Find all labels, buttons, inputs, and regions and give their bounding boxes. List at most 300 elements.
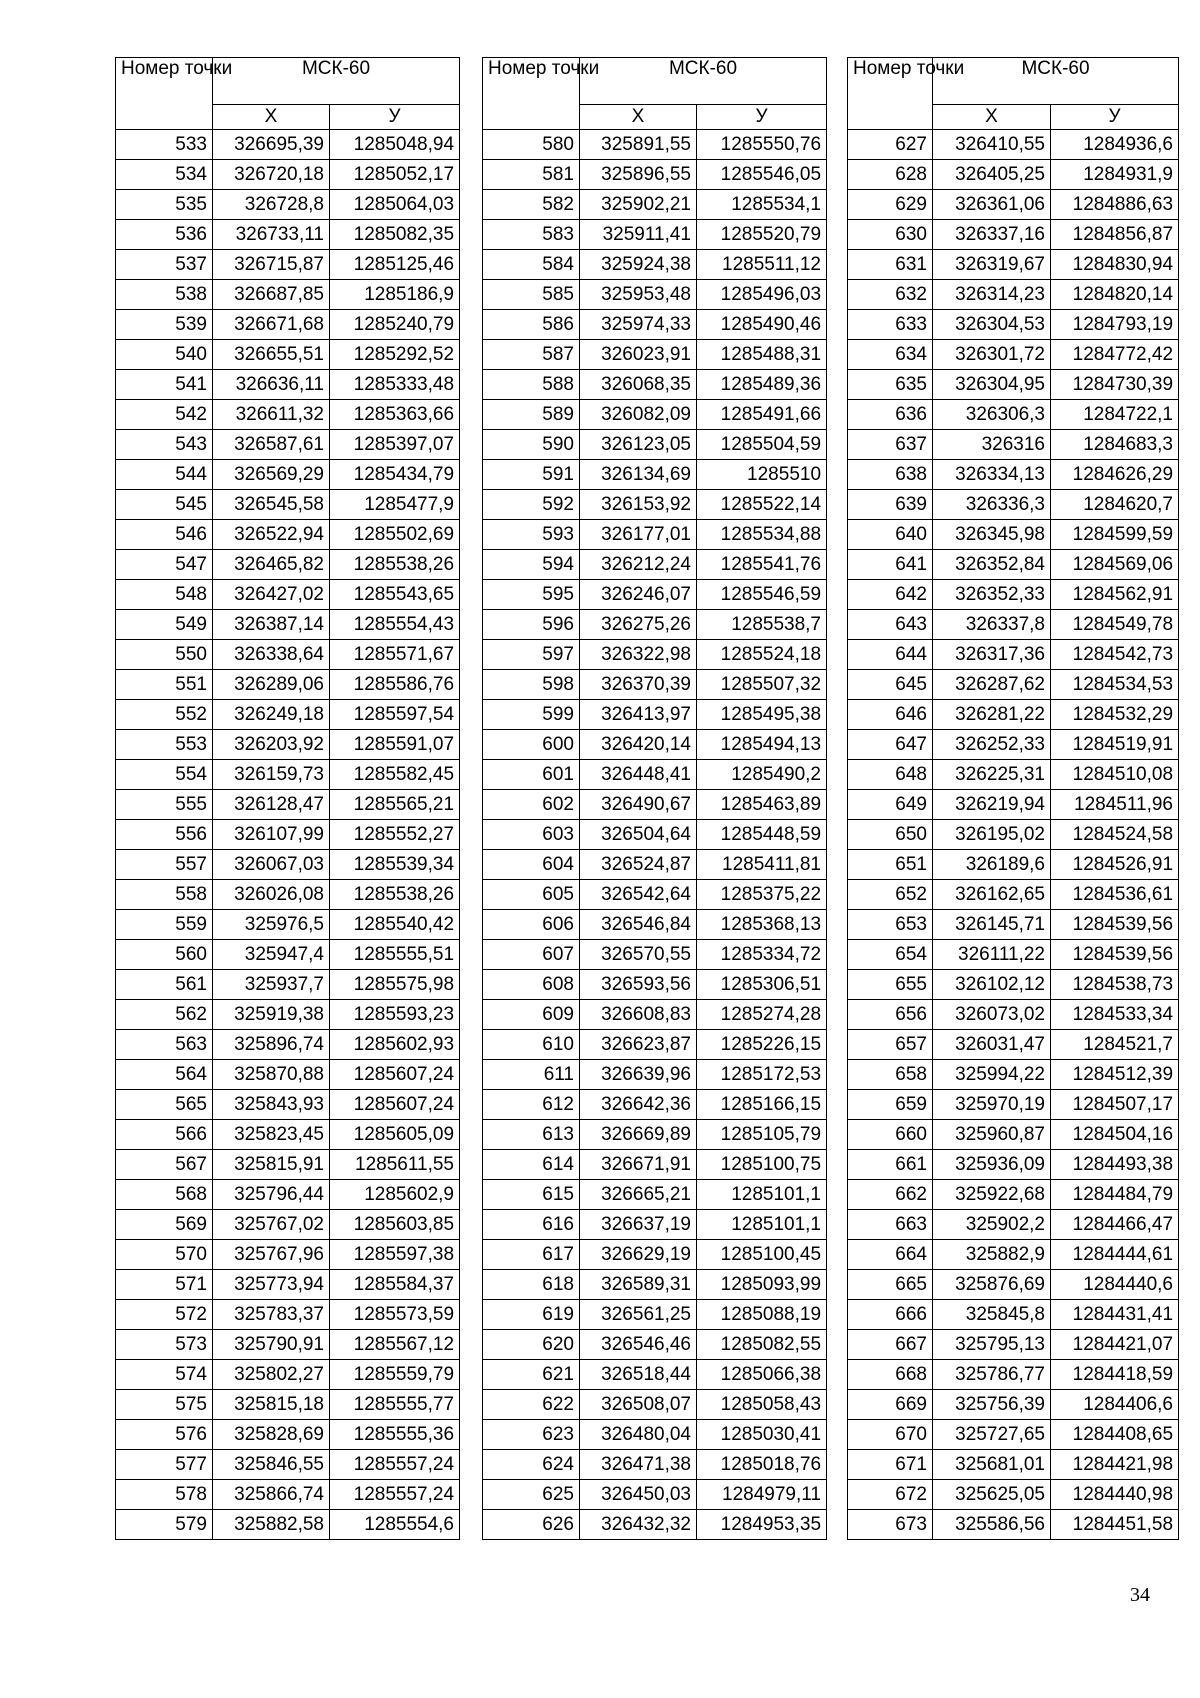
x-coordinate-cell: 326162,65 xyxy=(933,880,1051,910)
x-coordinate-cell: 326561,25 xyxy=(580,1300,697,1330)
y-coordinate-cell: 1284722,1 xyxy=(1051,400,1179,430)
y-coordinate-cell: 1284730,39 xyxy=(1051,370,1179,400)
table-row xyxy=(848,460,1179,490)
point-number-cell: 620 xyxy=(483,1330,580,1360)
table-row xyxy=(848,1390,1179,1420)
table-row xyxy=(848,1150,1179,1180)
x-coordinate-cell: 325936,09 xyxy=(933,1150,1051,1180)
table-row xyxy=(483,1060,827,1090)
y-coordinate-cell: 1284466,47 xyxy=(1051,1210,1179,1240)
point-number-cell: 567 xyxy=(116,1150,213,1180)
y-coordinate-cell: 1284620,7 xyxy=(1051,490,1179,520)
y-coordinate-cell: 1285100,45 xyxy=(697,1240,827,1270)
point-number-cell: 624 xyxy=(483,1450,580,1480)
point-number-cell: 539 xyxy=(116,310,213,340)
y-coordinate-cell: 1285030,41 xyxy=(697,1420,827,1450)
x-coordinate-cell: 326465,82 xyxy=(213,550,330,580)
y-coordinate-cell: 1285511,12 xyxy=(697,250,827,280)
y-coordinate-cell: 1284440,98 xyxy=(1051,1480,1179,1510)
y-coordinate-cell: 1285593,23 xyxy=(330,1000,460,1030)
table-row xyxy=(483,670,827,700)
table-row xyxy=(116,640,460,670)
x-coordinate-cell: 325586,56 xyxy=(933,1510,1051,1540)
point-number-cell: 642 xyxy=(848,580,933,610)
y-coordinate-cell: 1284886,63 xyxy=(1051,190,1179,220)
point-number-cell: 546 xyxy=(116,520,213,550)
point-number-cell: 626 xyxy=(483,1510,580,1540)
point-number-cell: 666 xyxy=(848,1300,933,1330)
table-row xyxy=(848,1300,1179,1330)
point-number-cell: 540 xyxy=(116,340,213,370)
y-coordinate-cell: 1284793,19 xyxy=(1051,310,1179,340)
table-row xyxy=(483,1450,827,1480)
y-coordinate-cell: 1285611,55 xyxy=(330,1150,460,1180)
x-coordinate-cell: 325902,2 xyxy=(933,1210,1051,1240)
table-row xyxy=(483,340,827,370)
table-row xyxy=(483,730,827,760)
point-number-cell: 645 xyxy=(848,670,933,700)
x-coordinate-cell: 326304,95 xyxy=(933,370,1051,400)
y-coordinate-cell: 1285538,26 xyxy=(330,880,460,910)
table-row xyxy=(848,910,1179,940)
y-coordinate-cell: 1284507,17 xyxy=(1051,1090,1179,1120)
table-row xyxy=(483,370,827,400)
x-coordinate-cell: 326337,8 xyxy=(933,610,1051,640)
y-coordinate-cell: 1285292,52 xyxy=(330,340,460,370)
table-row xyxy=(116,370,460,400)
table-row xyxy=(483,220,827,250)
y-coordinate-cell: 1285334,72 xyxy=(697,940,827,970)
y-coordinate-cell: 1285434,79 xyxy=(330,460,460,490)
point-number-cell: 571 xyxy=(116,1270,213,1300)
point-number-cell: 535 xyxy=(116,190,213,220)
table-row xyxy=(483,280,827,310)
x-coordinate-cell: 326522,94 xyxy=(213,520,330,550)
x-coordinate-cell: 326361,06 xyxy=(933,190,1051,220)
y-coordinate-cell: 1285607,24 xyxy=(330,1060,460,1090)
y-coordinate-cell: 1284856,87 xyxy=(1051,220,1179,250)
table-row xyxy=(848,940,1179,970)
y-coordinate-cell: 1284444,61 xyxy=(1051,1240,1179,1270)
y-coordinate-cell: 1285064,03 xyxy=(330,190,460,220)
x-coordinate-cell: 325960,87 xyxy=(933,1120,1051,1150)
table-row xyxy=(116,1330,460,1360)
point-number-cell: 661 xyxy=(848,1150,933,1180)
table-row xyxy=(116,580,460,610)
x-coordinate-cell: 326733,11 xyxy=(213,220,330,250)
table-row xyxy=(848,1240,1179,1270)
table-row xyxy=(116,340,460,370)
y-coordinate-cell: 1284569,06 xyxy=(1051,550,1179,580)
y-coordinate-cell: 1285368,13 xyxy=(697,910,827,940)
x-coordinate-cell: 326636,11 xyxy=(213,370,330,400)
x-coordinate-cell: 326306,3 xyxy=(933,400,1051,430)
point-number-cell: 583 xyxy=(483,220,580,250)
y-coordinate-cell: 1285172,53 xyxy=(697,1060,827,1090)
point-number-cell: 588 xyxy=(483,370,580,400)
table-row xyxy=(483,640,827,670)
point-number-cell: 672 xyxy=(848,1480,933,1510)
x-coordinate-cell: 326524,87 xyxy=(580,850,697,880)
x-coordinate-cell: 325790,91 xyxy=(213,1330,330,1360)
table-row xyxy=(848,1330,1179,1360)
y-coordinate-cell: 1284830,94 xyxy=(1051,250,1179,280)
point-number-cell: 638 xyxy=(848,460,933,490)
table-row xyxy=(483,1510,827,1540)
table-row xyxy=(483,760,827,790)
table-row xyxy=(483,1150,827,1180)
point-number-cell: 628 xyxy=(848,160,933,190)
y-coordinate-cell: 1285186,9 xyxy=(330,280,460,310)
y-coordinate-cell: 1284820,14 xyxy=(1051,280,1179,310)
table-row xyxy=(848,1210,1179,1240)
table-row xyxy=(116,1300,460,1330)
x-coordinate-cell: 326111,22 xyxy=(933,940,1051,970)
point-number-cell: 594 xyxy=(483,550,580,580)
x-coordinate-cell: 326189,6 xyxy=(933,850,1051,880)
point-number-cell: 651 xyxy=(848,850,933,880)
table-row xyxy=(848,1510,1179,1540)
y-coordinate-cell: 1285494,13 xyxy=(697,730,827,760)
point-number-cell: 614 xyxy=(483,1150,580,1180)
table-body xyxy=(116,130,460,1540)
point-number-cell: 616 xyxy=(483,1210,580,1240)
y-coordinate-cell: 1285052,17 xyxy=(330,160,460,190)
table-row xyxy=(116,1180,460,1210)
y-coordinate-cell: 1285541,76 xyxy=(697,550,827,580)
point-number-cell: 650 xyxy=(848,820,933,850)
y-coordinate-cell: 1285597,38 xyxy=(330,1240,460,1270)
point-number-cell: 577 xyxy=(116,1450,213,1480)
table-row xyxy=(116,460,460,490)
x-coordinate-cell: 325882,9 xyxy=(933,1240,1051,1270)
y-coordinate-cell: 1285534,1 xyxy=(697,190,827,220)
y-coordinate-cell: 1285306,51 xyxy=(697,970,827,1000)
point-number-cell: 600 xyxy=(483,730,580,760)
y-coordinate-cell: 1285534,88 xyxy=(697,520,827,550)
x-coordinate-cell: 326128,47 xyxy=(213,790,330,820)
y-coordinate-cell: 1284493,38 xyxy=(1051,1150,1179,1180)
point-number-cell: 590 xyxy=(483,430,580,460)
y-coordinate-cell: 1285502,69 xyxy=(330,520,460,550)
coordinate-system-header: МСК-60 xyxy=(580,58,827,105)
x-coordinate-cell: 325970,19 xyxy=(933,1090,1051,1120)
point-number-cell: 579 xyxy=(116,1510,213,1540)
y-coordinate-cell: 1284532,29 xyxy=(1051,700,1179,730)
point-number-cell: 603 xyxy=(483,820,580,850)
x-coordinate-cell: 325625,05 xyxy=(933,1480,1051,1510)
y-coordinate-cell: 1284406,6 xyxy=(1051,1390,1179,1420)
point-number-cell: 562 xyxy=(116,1000,213,1030)
table-row xyxy=(116,1090,460,1120)
x-coordinate-cell: 326570,55 xyxy=(580,940,697,970)
x-coordinate-cell: 326031,47 xyxy=(933,1030,1051,1060)
x-coordinate-cell: 326352,33 xyxy=(933,580,1051,610)
x-coordinate-cell: 326504,64 xyxy=(580,820,697,850)
y-coordinate-cell: 1284484,79 xyxy=(1051,1180,1179,1210)
point-number-cell: 534 xyxy=(116,160,213,190)
table-row xyxy=(483,460,827,490)
y-coordinate-cell: 1285488,31 xyxy=(697,340,827,370)
table-row xyxy=(116,910,460,940)
point-number-cell: 613 xyxy=(483,1120,580,1150)
point-number-cell: 558 xyxy=(116,880,213,910)
y-coordinate-cell: 1285543,65 xyxy=(330,580,460,610)
table-row xyxy=(483,1330,827,1360)
point-number-cell: 639 xyxy=(848,490,933,520)
table-row xyxy=(116,1510,460,1540)
x-coordinate-cell: 326387,14 xyxy=(213,610,330,640)
x-coordinate-cell: 326023,91 xyxy=(580,340,697,370)
x-coordinate-cell: 326314,23 xyxy=(933,280,1051,310)
x-coordinate-cell: 325953,48 xyxy=(580,280,697,310)
y-coordinate-cell: 1285520,79 xyxy=(697,220,827,250)
point-number-cell: 569 xyxy=(116,1210,213,1240)
point-number-cell: 623 xyxy=(483,1420,580,1450)
x-coordinate-cell: 325924,38 xyxy=(580,250,697,280)
point-number-cell: 659 xyxy=(848,1090,933,1120)
point-number-cell: 656 xyxy=(848,1000,933,1030)
point-number-cell: 643 xyxy=(848,610,933,640)
y-coordinate-cell: 1284521,7 xyxy=(1051,1030,1179,1060)
point-number-cell: 552 xyxy=(116,700,213,730)
point-number-cell: 631 xyxy=(848,250,933,280)
y-coordinate-cell: 1285448,59 xyxy=(697,820,827,850)
y-coordinate-cell: 1285571,67 xyxy=(330,640,460,670)
point-number-cell: 547 xyxy=(116,550,213,580)
point-number-cell: 575 xyxy=(116,1390,213,1420)
table-row xyxy=(483,430,827,460)
point-number-cell: 664 xyxy=(848,1240,933,1270)
table-row xyxy=(116,1030,460,1060)
table-row xyxy=(848,580,1179,610)
y-coordinate-cell: 1285582,45 xyxy=(330,760,460,790)
table-row xyxy=(483,400,827,430)
x-coordinate-cell: 326542,64 xyxy=(580,880,697,910)
table-row xyxy=(483,790,827,820)
point-number-cell: 632 xyxy=(848,280,933,310)
y-coordinate-cell: 1285555,51 xyxy=(330,940,460,970)
y-coordinate-cell: 1285546,05 xyxy=(697,160,827,190)
x-coordinate-cell: 326301,72 xyxy=(933,340,1051,370)
x-coordinate-cell: 326316 xyxy=(933,430,1051,460)
y-coordinate-cell: 1285082,55 xyxy=(697,1330,827,1360)
x-coordinate-cell: 325947,4 xyxy=(213,940,330,970)
y-coordinate-cell: 1285573,59 xyxy=(330,1300,460,1330)
table-row xyxy=(848,370,1179,400)
table-row xyxy=(116,820,460,850)
point-number-cell: 627 xyxy=(848,130,933,160)
point-number-cell: 553 xyxy=(116,730,213,760)
x-coordinate-cell: 326203,92 xyxy=(213,730,330,760)
table-row xyxy=(848,1180,1179,1210)
x-coordinate-cell: 326370,39 xyxy=(580,670,697,700)
point-number-cell: 665 xyxy=(848,1270,933,1300)
y-coordinate-cell: 1285504,59 xyxy=(697,430,827,460)
point-number-cell: 570 xyxy=(116,1240,213,1270)
x-coordinate-cell: 325843,93 xyxy=(213,1090,330,1120)
y-coordinate-cell: 1285559,79 xyxy=(330,1360,460,1390)
table-row xyxy=(848,1030,1179,1060)
x-coordinate-cell: 325974,33 xyxy=(580,310,697,340)
table-row xyxy=(848,1270,1179,1300)
x-coordinate-cell: 326249,18 xyxy=(213,700,330,730)
x-coordinate-cell: 325902,21 xyxy=(580,190,697,220)
x-coordinate-cell: 326153,92 xyxy=(580,490,697,520)
x-header: X xyxy=(933,105,1051,130)
point-number-cell: 641 xyxy=(848,550,933,580)
table-row xyxy=(116,1240,460,1270)
table-row xyxy=(116,1480,460,1510)
point-number-cell: 636 xyxy=(848,400,933,430)
y-coordinate-cell: 1285539,34 xyxy=(330,850,460,880)
table-row xyxy=(483,160,827,190)
y-coordinate-cell: 1285586,76 xyxy=(330,670,460,700)
x-coordinate-cell: 326508,07 xyxy=(580,1390,697,1420)
table-row xyxy=(116,670,460,700)
point-number-cell: 566 xyxy=(116,1120,213,1150)
y-coordinate-cell: 1285397,07 xyxy=(330,430,460,460)
table-row xyxy=(483,1180,827,1210)
y-coordinate-cell: 1284408,65 xyxy=(1051,1420,1179,1450)
y-coordinate-cell: 1285240,79 xyxy=(330,310,460,340)
y-coordinate-cell: 1284542,73 xyxy=(1051,640,1179,670)
table-row xyxy=(848,610,1179,640)
x-coordinate-cell: 326715,87 xyxy=(213,250,330,280)
y-coordinate-cell: 1285018,76 xyxy=(697,1450,827,1480)
y-coordinate-cell: 1285522,14 xyxy=(697,490,827,520)
table-row xyxy=(116,1420,460,1450)
y-coordinate-cell: 1285333,48 xyxy=(330,370,460,400)
x-coordinate-cell: 325896,55 xyxy=(580,160,697,190)
coordinate-system-header: МСК-60 xyxy=(933,58,1179,105)
table-row xyxy=(483,700,827,730)
x-coordinate-cell: 326134,69 xyxy=(580,460,697,490)
table-row xyxy=(483,1000,827,1030)
table-row xyxy=(483,1120,827,1150)
table-row xyxy=(116,550,460,580)
x-coordinate-cell: 325866,74 xyxy=(213,1480,330,1510)
point-number-cell: 647 xyxy=(848,730,933,760)
table-row xyxy=(483,1390,827,1420)
x-coordinate-cell: 326545,58 xyxy=(213,490,330,520)
table-row xyxy=(116,880,460,910)
x-coordinate-cell: 326067,03 xyxy=(213,850,330,880)
y-coordinate-cell: 1285375,22 xyxy=(697,880,827,910)
y-coordinate-cell: 1284440,6 xyxy=(1051,1270,1179,1300)
table-row xyxy=(848,1360,1179,1390)
table-row xyxy=(483,850,827,880)
y-coordinate-cell: 1285082,35 xyxy=(330,220,460,250)
x-coordinate-cell: 326252,33 xyxy=(933,730,1051,760)
x-coordinate-cell: 326665,21 xyxy=(580,1180,697,1210)
y-coordinate-cell: 1284510,08 xyxy=(1051,760,1179,790)
point-number-cell: 586 xyxy=(483,310,580,340)
point-number-cell: 585 xyxy=(483,280,580,310)
x-coordinate-cell: 325846,55 xyxy=(213,1450,330,1480)
point-number-cell: 617 xyxy=(483,1240,580,1270)
table-row xyxy=(116,1060,460,1090)
table-row xyxy=(116,160,460,190)
table-row xyxy=(483,550,827,580)
y-coordinate-cell: 1285538,26 xyxy=(330,550,460,580)
point-number-cell: 573 xyxy=(116,1330,213,1360)
point-number-cell: 657 xyxy=(848,1030,933,1060)
x-coordinate-cell: 326639,96 xyxy=(580,1060,697,1090)
y-coordinate-cell: 1285603,85 xyxy=(330,1210,460,1240)
x-coordinate-cell: 325802,27 xyxy=(213,1360,330,1390)
y-coordinate-cell: 1285477,9 xyxy=(330,490,460,520)
table-row xyxy=(483,1480,827,1510)
y-coordinate-cell: 1285554,43 xyxy=(330,610,460,640)
y-coordinate-cell: 1285557,24 xyxy=(330,1480,460,1510)
table-row xyxy=(483,130,827,160)
point-number-cell: 630 xyxy=(848,220,933,250)
point-number-cell: 589 xyxy=(483,400,580,430)
x-coordinate-cell: 326608,83 xyxy=(580,1000,697,1030)
table-row xyxy=(483,1270,827,1300)
point-number-header: Номер точки xyxy=(848,58,933,130)
y-coordinate-cell: 1285411,81 xyxy=(697,850,827,880)
point-number-cell: 551 xyxy=(116,670,213,700)
y-coordinate-cell: 1285546,59 xyxy=(697,580,827,610)
point-number-cell: 607 xyxy=(483,940,580,970)
point-number-cell: 660 xyxy=(848,1120,933,1150)
x-coordinate-cell: 326611,32 xyxy=(213,400,330,430)
coordinates-table-3 xyxy=(847,57,1179,1540)
x-coordinate-cell: 326432,32 xyxy=(580,1510,697,1540)
point-number-cell: 537 xyxy=(116,250,213,280)
x-coordinate-cell: 326177,01 xyxy=(580,520,697,550)
table-row xyxy=(116,1120,460,1150)
coordinates-table-2 xyxy=(482,57,827,1540)
point-number-cell: 615 xyxy=(483,1180,580,1210)
table-row xyxy=(116,520,460,550)
table-row xyxy=(116,1000,460,1030)
y-coordinate-cell: 1285066,38 xyxy=(697,1360,827,1390)
y-coordinate-cell: 1284683,3 xyxy=(1051,430,1179,460)
x-coordinate-cell: 326281,22 xyxy=(933,700,1051,730)
x-coordinate-cell: 326246,07 xyxy=(580,580,697,610)
point-number-cell: 635 xyxy=(848,370,933,400)
x-coordinate-cell: 326410,55 xyxy=(933,130,1051,160)
point-number-cell: 582 xyxy=(483,190,580,220)
x-coordinate-cell: 326317,36 xyxy=(933,640,1051,670)
y-coordinate-cell: 1285554,6 xyxy=(330,1510,460,1540)
x-coordinate-cell: 326338,64 xyxy=(213,640,330,670)
point-number-cell: 533 xyxy=(116,130,213,160)
point-number-cell: 580 xyxy=(483,130,580,160)
table-row xyxy=(483,940,827,970)
point-number-cell: 605 xyxy=(483,880,580,910)
x-coordinate-cell: 325845,8 xyxy=(933,1300,1051,1330)
point-number-cell: 538 xyxy=(116,280,213,310)
x-coordinate-cell: 326448,41 xyxy=(580,760,697,790)
table-row xyxy=(116,970,460,1000)
y-coordinate-cell: 1284534,53 xyxy=(1051,670,1179,700)
y-coordinate-cell: 1284519,91 xyxy=(1051,730,1179,760)
x-coordinate-cell: 326420,14 xyxy=(580,730,697,760)
table-row xyxy=(848,1450,1179,1480)
y-coordinate-cell: 1284936,6 xyxy=(1051,130,1179,160)
point-number-cell: 592 xyxy=(483,490,580,520)
x-coordinate-cell: 325681,01 xyxy=(933,1450,1051,1480)
table-row xyxy=(116,730,460,760)
table-row xyxy=(848,160,1179,190)
table-row xyxy=(116,310,460,340)
point-number-cell: 612 xyxy=(483,1090,580,1120)
y-coordinate-cell: 1285567,12 xyxy=(330,1330,460,1360)
